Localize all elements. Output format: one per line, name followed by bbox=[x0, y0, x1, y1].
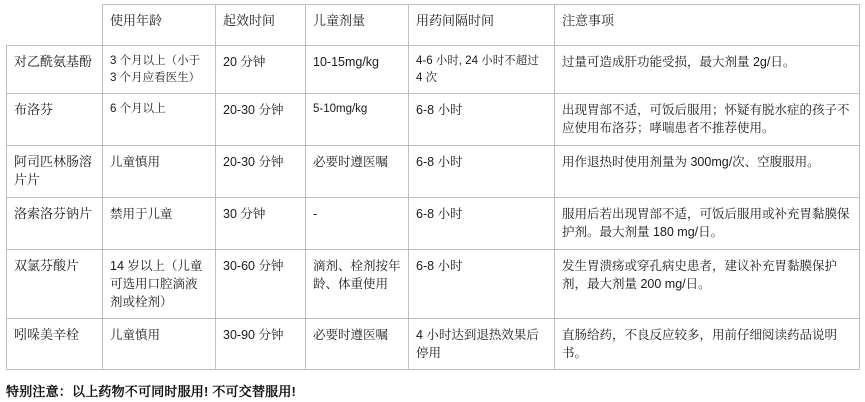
cell-interval: 4-6 小时, 24 小时不超过 4 次 bbox=[409, 46, 555, 94]
cell-dose: 5-10mg/kg bbox=[306, 94, 409, 145]
column-header-onset: 起效时间 bbox=[216, 5, 306, 46]
table-body bbox=[7, 46, 860, 370]
cell-age: 6 个月以上 bbox=[103, 94, 216, 145]
cell-drug-name: 布洛芬 bbox=[7, 94, 103, 145]
cell-age: 儿童慎用 bbox=[103, 145, 216, 198]
footnote-warning: 特别注意：以上药物不可同时服用! 不可交替服用! bbox=[6, 384, 297, 400]
cell-dose: 滴剂、栓剂按年龄、体重使用 bbox=[306, 249, 409, 318]
cell-age: 禁用于儿童 bbox=[103, 198, 216, 249]
table-header-row bbox=[7, 5, 860, 46]
cell-notes: 出现胃部不适，可饭后服用；怀疑有脱水症的孩子不应使用布洛芬；哮喘患者不推荐使用。 bbox=[555, 94, 860, 145]
cell-onset: 30-60 分钟 bbox=[216, 249, 306, 318]
cell-dose: 必要时遵医嘱 bbox=[306, 318, 409, 369]
medication-table bbox=[6, 4, 860, 370]
column-header-notes: 注意事项 bbox=[555, 5, 860, 46]
cell-interval: 6-8 小时 bbox=[409, 249, 555, 318]
cell-drug-name: 阿司匹林肠溶片片 bbox=[7, 145, 103, 198]
table-row bbox=[7, 94, 860, 145]
cell-dose: 必要时遵医嘱 bbox=[306, 145, 409, 198]
table-row bbox=[7, 46, 860, 94]
table-row bbox=[7, 198, 860, 249]
cell-interval: 6-8 小时 bbox=[409, 94, 555, 145]
table-row bbox=[7, 318, 860, 369]
cell-notes: 用作退热时使用剂量为 300mg/次、空腹服用。 bbox=[555, 145, 860, 198]
cell-notes: 发生胃溃疡或穿孔病史患者，建议补充胃黏膜保护剂，最大剂量 200 mg/日。 bbox=[555, 249, 860, 318]
column-header-dose: 儿童剂量 bbox=[306, 5, 409, 46]
cell-onset: 30 分钟 bbox=[216, 198, 306, 249]
cell-notes: 服用后若出现胃部不适，可饭后服用或补充胃黏膜保护剂。最大剂量 180 mg/日。 bbox=[555, 198, 860, 249]
cell-interval: 6-8 小时 bbox=[409, 198, 555, 249]
cell-interval: 6-8 小时 bbox=[409, 145, 555, 198]
table-row bbox=[7, 145, 860, 198]
cell-age: 儿童慎用 bbox=[103, 318, 216, 369]
cell-onset: 30-90 分钟 bbox=[216, 318, 306, 369]
cell-drug-name: 吲哚美辛栓 bbox=[7, 318, 103, 369]
cell-interval: 4 小时达到退热效果后停用 bbox=[409, 318, 555, 369]
cell-drug-name: 双氯芬酸片 bbox=[7, 249, 103, 318]
column-header-age: 使用年龄 bbox=[103, 5, 216, 46]
table-row bbox=[7, 249, 860, 318]
cell-dose: 10-15mg/kg bbox=[306, 46, 409, 94]
cell-notes: 直肠给药，不良反应较多，用前仔细阅读药品说明书。 bbox=[555, 318, 860, 369]
column-header-name bbox=[7, 5, 103, 46]
table-header bbox=[7, 5, 860, 46]
cell-onset: 20-30 分钟 bbox=[216, 145, 306, 198]
cell-age: 14 岁以上（儿童可选用口腔滴液剂或栓剂） bbox=[103, 249, 216, 318]
cell-age: 3 个月以上（小于 3 个月应看医生） bbox=[103, 46, 216, 94]
cell-dose: - bbox=[306, 198, 409, 249]
column-header-interval: 用药间隔时间 bbox=[409, 5, 555, 46]
cell-drug-name: 洛索洛芬钠片 bbox=[7, 198, 103, 249]
cell-onset: 20-30 分钟 bbox=[216, 94, 306, 145]
cell-drug-name: 对乙酰氨基酚 bbox=[7, 46, 103, 94]
cell-onset: 20 分钟 bbox=[216, 46, 306, 94]
cell-notes: 过量可造成肝功能受损，最大剂量 2g/日。 bbox=[555, 46, 860, 94]
